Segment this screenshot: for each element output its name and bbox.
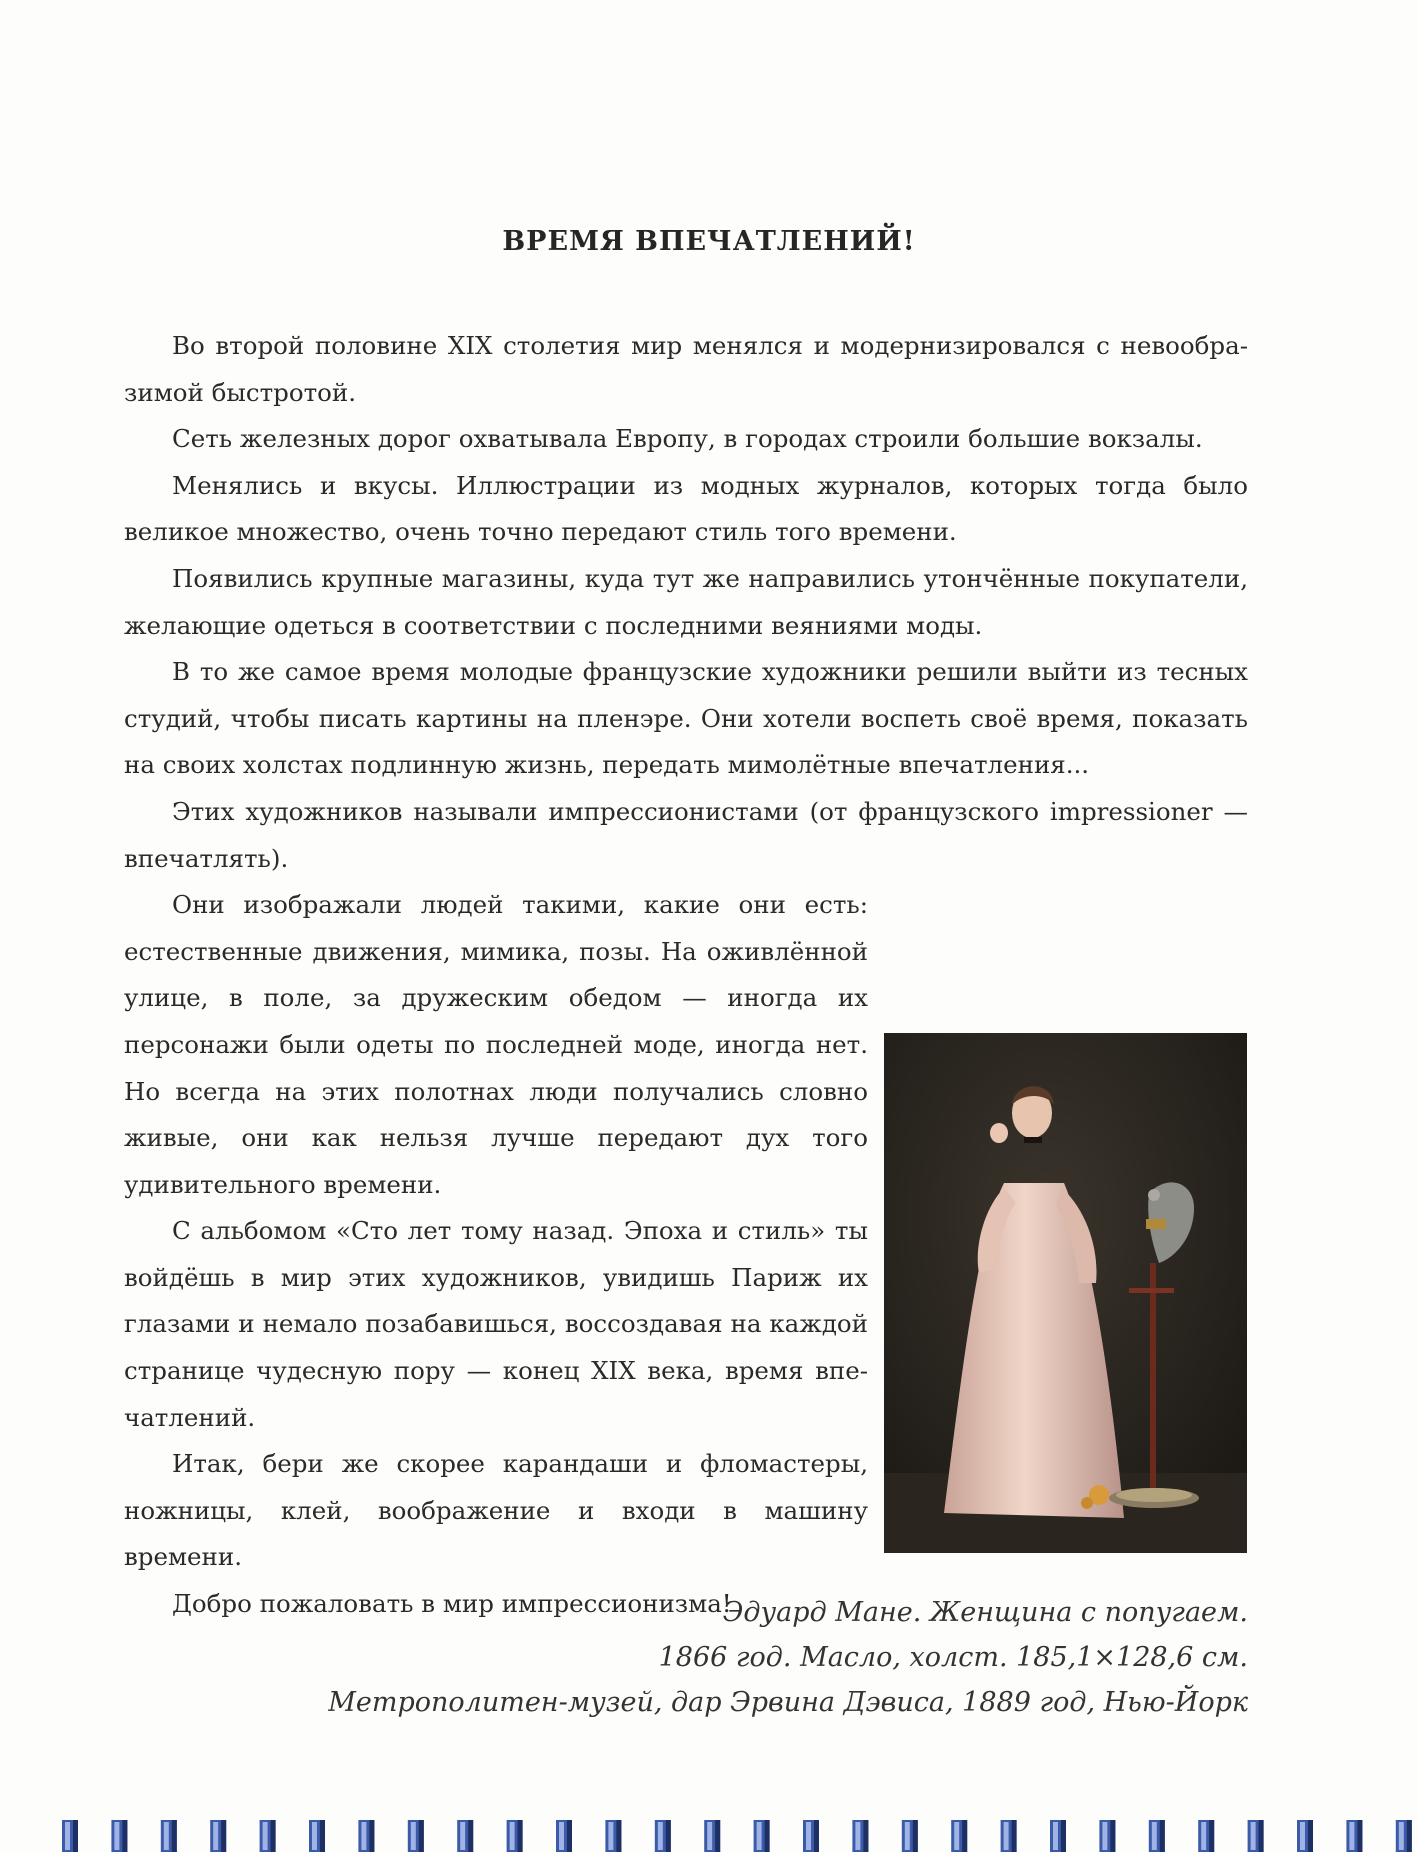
spiral-ring xyxy=(1198,1820,1214,1852)
paragraph: Они изображали людей такими, какие они есть: естественные движения, мимика, позы. На оживлённой улице, в поле, за дружеским обедом — иногда их персонажи были одеты по последней моде, иногда нет. Но всегда на этих полотнах люди получались словно живые, они как нельзя лучше передают дух того удивительного времени. xyxy=(124,890,868,1199)
caption-line: Эдуард Мане. Женщина с попугаем. xyxy=(722,1597,1248,1628)
paragraph: Во второй половине XIX столетия мир менялся и модернизировался с невообразимой быстротой. xyxy=(124,331,1248,407)
spiral-ring xyxy=(803,1820,819,1852)
spiral-binding-icon xyxy=(0,1818,1418,1852)
spiral-ring xyxy=(161,1820,177,1852)
page-title: ВРЕМЯ ВПЕЧАТЛЕНИЙ! xyxy=(502,226,916,257)
spiral-ring xyxy=(1149,1820,1165,1852)
caption-line: Метрополитен-музей, дар Эрвина Дэвиса, 1889 год, Нью-Йорк xyxy=(328,1687,1248,1718)
spiral-ring xyxy=(1050,1820,1066,1852)
spiral-ring xyxy=(1346,1820,1362,1852)
spiral-ring xyxy=(1297,1820,1313,1852)
spiral-ring xyxy=(507,1820,523,1852)
spiral-ring xyxy=(655,1820,671,1852)
painting-woman-with-parrot-icon xyxy=(884,1033,1247,1553)
spiral-ring xyxy=(605,1820,621,1852)
spiral-ring xyxy=(754,1820,770,1852)
paragraph: Итак, бери же скорее карандаши и фломастеры, ножницы, клей, воображение и входи в машину времени. xyxy=(124,1449,868,1572)
paragraph: Менялись и вкусы. Иллюстрации из модных журналов, которых тогда было великое множество, очень точно передают стиль того времени. xyxy=(124,470,1248,547)
paragraph: В то же самое время молодые французские художники решили выйти из тесных студий, чтобы писать картины на пленэре. Они хотели воспеть своё время, показать на своих холстах подлинную жизнь, передать мимолётные впечатления... xyxy=(124,657,1248,780)
painting-caption xyxy=(328,1590,1248,1725)
spiral-ring xyxy=(951,1820,967,1852)
spiral-ring xyxy=(260,1820,276,1852)
spiral-ring xyxy=(1248,1820,1264,1852)
spiral-ring xyxy=(210,1820,226,1852)
paragraph: Сеть железных дорог охватывала Европу, в городах строили большие вокзалы. xyxy=(172,424,1203,454)
paragraph: Появились крупные магазины, куда тут же направились утончённые покупатели, желающие одеться в соответствии с последними веяниями моды. xyxy=(124,563,1248,640)
spiral-ring xyxy=(1396,1820,1412,1852)
spiral-ring xyxy=(111,1820,127,1852)
paragraph: Добро пожаловать в мир импрессионизма! xyxy=(172,1589,732,1619)
paragraph: Этих художников называли импрессионистами (от французского impressioner — впечатлять). xyxy=(124,796,1248,873)
spiral-ring xyxy=(309,1820,325,1852)
spiral-ring xyxy=(408,1820,424,1852)
spiral-ring xyxy=(62,1820,78,1852)
spiral-ring xyxy=(902,1820,918,1852)
spiral-ring xyxy=(358,1820,374,1852)
spiral-ring xyxy=(556,1820,572,1852)
spiral-ring xyxy=(704,1820,720,1852)
paragraph: С альбомом «Сто лет тому назад. Эпоха и стиль» ты войдёшь в мир этих художников, увидишь Париж их глазами и немало позабавишься, воссоздавая на каждой странице чудесную пору — конец XIX века, время впечатлений. xyxy=(124,1216,868,1432)
caption-line: 1866 год. Масло, холст. 185,1×128,6 см. xyxy=(658,1642,1248,1673)
spiral-ring xyxy=(852,1820,868,1852)
spiral-ring xyxy=(457,1820,473,1852)
spiral-ring xyxy=(1099,1820,1115,1852)
spiral-ring xyxy=(1001,1820,1017,1852)
